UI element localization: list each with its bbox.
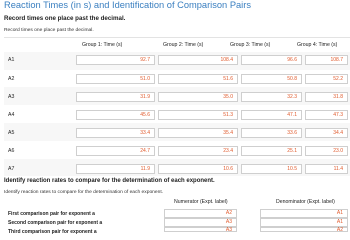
- section2-heading: Identify reaction rates to compare for the determination of each exponent.: [4, 178, 215, 184]
- section2-note: Identify reaction rates to compare for the determination of each exponent.: [4, 190, 164, 195]
- row-label-pair3: Third comparison pair for exponent a: [8, 229, 97, 235]
- page-title: Reaction Times (in s) and Identification of Comparison Pairs: [4, 0, 251, 10]
- cell-a7-g3[interactable]: 10.5: [241, 164, 302, 174]
- cell-a7-g4[interactable]: 11.4: [305, 164, 348, 174]
- cell-a1-g2[interactable]: 108.4: [158, 55, 238, 65]
- col-header-group2: Group 2: Time (s): [163, 42, 204, 48]
- cell-a5-g4[interactable]: 34.4: [305, 128, 348, 138]
- col-header-numerator: Numerator (Expt. label): [174, 199, 228, 205]
- cell-a2-g1[interactable]: 51.0: [76, 74, 155, 84]
- cell-a2-g2[interactable]: 51.6: [158, 74, 238, 84]
- cell-a1-g1[interactable]: 92.7: [76, 55, 155, 65]
- row-label-a6: A6: [8, 148, 15, 154]
- cell-a5-g3[interactable]: 33.6: [241, 128, 302, 138]
- cell-a4-g1[interactable]: 45.6: [76, 110, 155, 120]
- section1-heading: Record times one place past the decimal.: [4, 15, 126, 22]
- cell-pair2-numerator[interactable]: A3: [164, 218, 237, 227]
- section1-divider: [4, 37, 350, 38]
- row-label-a1: A1: [8, 57, 15, 63]
- cell-a4-g3[interactable]: 47.1: [241, 110, 302, 120]
- cell-pair1-numerator[interactable]: A2: [164, 209, 237, 218]
- col-header-group3: Group 3: Time (s): [230, 42, 271, 48]
- row-label-a3: A3: [8, 94, 15, 100]
- col-header-group4: Group 4: Time (s): [297, 42, 338, 48]
- cell-a3-g3[interactable]: 32.3: [241, 92, 302, 102]
- row-label-pair1: First comparison pair for exponent a: [8, 211, 95, 217]
- cell-pair3-numerator[interactable]: A3: [164, 227, 237, 232]
- row-label-a2: A2: [8, 76, 15, 82]
- cell-pair3-denominator[interactable]: A2: [260, 227, 348, 232]
- row-label-a7: A7: [8, 166, 15, 172]
- cell-a7-g2[interactable]: 10.6: [158, 164, 238, 174]
- row-label-a4: A4: [8, 112, 15, 118]
- cell-a1-g4[interactable]: 108.7: [305, 55, 348, 65]
- cell-a3-g4[interactable]: 31.8: [305, 92, 348, 102]
- col-header-denominator: Denominator (Expt. label): [276, 199, 335, 205]
- col-header-group1: Group 1: Time (s): [82, 42, 123, 48]
- cell-a6-g1[interactable]: 24.7: [76, 146, 155, 156]
- cell-a6-g4[interactable]: 23.0: [305, 146, 348, 156]
- cell-a6-g3[interactable]: 25.1: [241, 146, 302, 156]
- cell-a2-g3[interactable]: 50.8: [241, 74, 302, 84]
- row-label-pair2: Second comparison pair for exponent a: [8, 220, 103, 226]
- cell-a3-g2[interactable]: 35.0: [158, 92, 238, 102]
- cell-a5-g2[interactable]: 35.4: [158, 128, 238, 138]
- section1-note: Record times one place past the decimal.: [4, 28, 94, 33]
- row-label-a5: A5: [8, 130, 15, 136]
- cell-a7-g1[interactable]: 11.9: [76, 164, 155, 174]
- cell-a4-g4[interactable]: 47.3: [305, 110, 348, 120]
- cell-a4-g2[interactable]: 51.3: [158, 110, 238, 120]
- cell-a3-g1[interactable]: 31.9: [76, 92, 155, 102]
- cell-a5-g1[interactable]: 33.4: [76, 128, 155, 138]
- cell-a2-g4[interactable]: 52.2: [305, 74, 348, 84]
- cell-pair2-denominator[interactable]: A1: [260, 218, 348, 227]
- cell-a1-g3[interactable]: 96.6: [241, 55, 302, 65]
- cell-pair1-denominator[interactable]: A1: [260, 209, 348, 218]
- cell-a6-g2[interactable]: 23.4: [158, 146, 238, 156]
